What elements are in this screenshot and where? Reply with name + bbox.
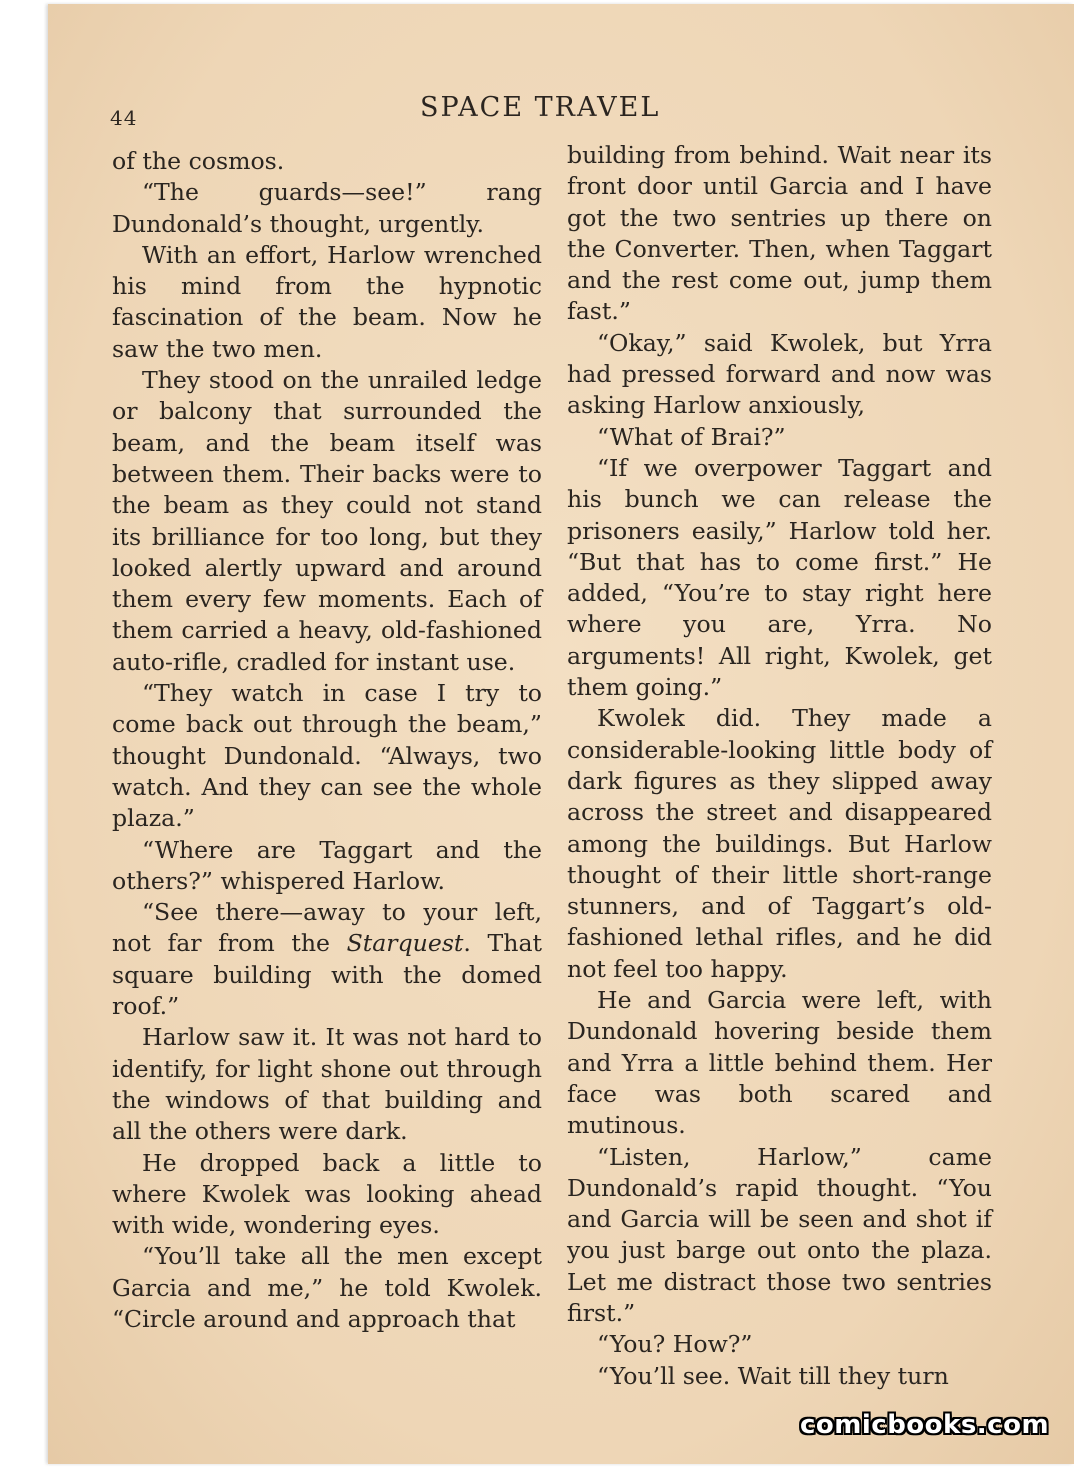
paragraph-text: . That square building with the domed roof.” bbox=[112, 929, 542, 1021]
paragraph: “What of Brai?” bbox=[597, 422, 786, 451]
paragraph: They stood on the unrailed ledge or balcony that surrounded the beam, and the beam itself was between them. Their backs were to the beam as they could not stand its brilliance for too long, but they looked alertly upward and around them every few moments. Each of them carried a heavy, old-fashioned auto-rifle, cradled for instant use. bbox=[112, 366, 542, 676]
paragraph-text: “See there—away to your left, not far from the bbox=[112, 898, 542, 958]
page-number: 44 bbox=[110, 106, 138, 130]
paragraph: With an effort, Harlow wrenched his mind from the hypnotic fascination of the beam. Now he saw the two men. bbox=[112, 240, 542, 363]
paragraph: “If we overpower Taggart and his bunch we can release the prisoners easily,” Harlow told her. “But that has to come first.” He added, “You’re to stay right here where you are, Yrra. No arguments! All right, Kwolek, get them going.” bbox=[567, 453, 992, 702]
paragraph: “Okay,” said Kwolek, but Yrra had pressed forward and now was asking Harlow anxiously, bbox=[567, 328, 992, 420]
paragraph: “They watch in case I try to come back out through the beam,” thought Dundonald. “Always, two watch. And they can see the whole plaza.” bbox=[112, 679, 542, 833]
paragraph: “You? How?” bbox=[597, 1330, 753, 1359]
watermark: comicbooks.com bbox=[800, 1410, 1050, 1440]
paragraph: of the cosmos. bbox=[112, 147, 285, 175]
paragraph: building from behind. Wait near its front door until Garcia and I have got the two sentries up there on the Converter. Then, when Taggart and the rest come out, jump them fast.” bbox=[567, 141, 992, 326]
paragraph: Harlow saw it. It was not hard to identify, for light shone out through the windows of that building and all the others were dark. bbox=[112, 1023, 542, 1146]
paragraph bbox=[112, 897, 542, 1022]
paragraph: Kwolek did. They made a considerable-looking little body of dark figures as they slipped away across the street and disappeared among the buildings. But Harlow thought of their little short-range stunners, and of Taggart’s old-fashioned lethal rifles, and he did not feel too happy. bbox=[567, 704, 992, 983]
paragraph: He and Garcia were left, with Dundonald hovering beside them and Yrra a little behind them. Her face was both scared and mutinous. bbox=[567, 986, 992, 1140]
paragraph: “The guards—see!” rang Dundonald’s thought, urgently. bbox=[112, 178, 542, 238]
paragraph: He dropped back a little to where Kwolek was looking ahead with wide, wondering eyes. bbox=[112, 1148, 542, 1240]
paragraph: “You’ll see. Wait till they turn bbox=[597, 1361, 949, 1390]
paragraph: “You’ll take all the men except Garcia and me,” he told Kwolek. “Circle around and approach that bbox=[112, 1242, 542, 1333]
ship-name: Starquest bbox=[346, 929, 464, 958]
paragraph: “Where are Taggart and the others?” whispered Harlow. bbox=[112, 835, 542, 895]
paragraph: “Listen, Harlow,” came Dundonald’s rapid thought. “You and Garcia will be seen and shot if you just barge out onto the plaza. Let me distract those two sentries first.” bbox=[567, 1142, 992, 1327]
right-column bbox=[567, 140, 992, 1392]
left-column bbox=[112, 146, 542, 1335]
running-head: SPACE TRAVEL bbox=[420, 92, 661, 123]
